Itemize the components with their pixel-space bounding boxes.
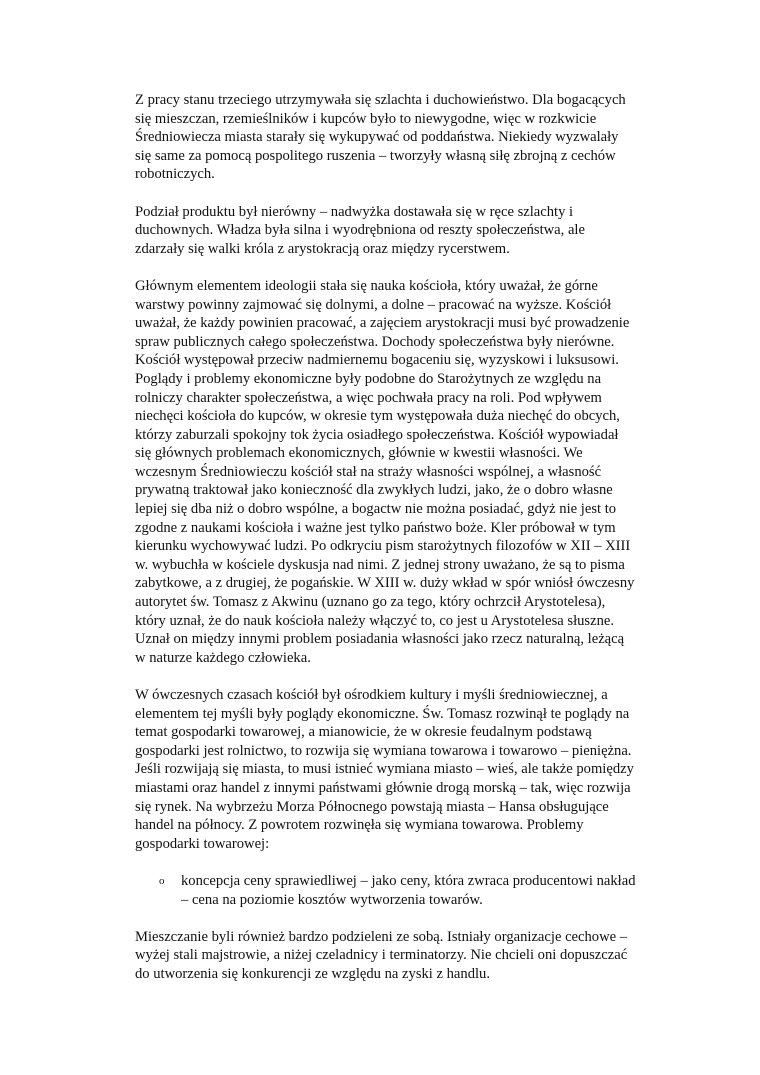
- paragraph-church-ideology: Głównym elementem ideologii stała się nauka kościoła, który uważał, że górne warstwy powinny zajmować się dolnymi, a dolne – pracować na wyższe. Kościół uważał, że każdy powinien pracować, a zajęciem arystokracji musi być prowadzenie spraw publicznych całego społeczeństwa. Dochody społeczeństwa były nierówne. Kościół występował przeciw nadmiernemu bogaceniu się, wyzyskowi i luksusowi. Poglądy i problemy ekonomiczne były podobne do Starożytnych ze względu na rolniczy charakter społeczeństwa, a więc pochwała pracy na roli. Pod wpływem niechęci kościoła do kupców, w okresie tym występowała duża niechęć do obcych, którzy zaburzali spokojny tok życia osiadłego społeczeństwa. Kościół wypowiadał się głównych problemach ekonomicznych, głównie w kwestii własności. We wczesnym Średniowieczu kościół stał na straży własności wspólnej, a własność prywatną traktował jako konieczność dla zwykłych ludzi, jako, że o dobro własne lepiej się dba niż o dobro wspólne, a bogactw nie można posiadać, gdyż nie jest to zgodne z naukami kościoła i ważne jest tylko państwo boże. Kler próbował w tym kierunku wychowywać ludzi. Po odkryciu pism starożytnych filozofów w XII – XIII w. wybuchła w kościele dyskusja nad nimi. Z jednej strony uważano, że są to pisma zabytkowe, a z drugiej, że pogańskie. W XIII w. duży wkład w spór wniósł ówczesny autorytet św. Tomasz z Akwinu (uznano go za tego, który ochrzcił Arystotelesa), który uznał, że do nauk kościoła należy włączyć to, co jest u Arystotelesa słuszne. Uznał on między innymi problem posiadania własności jako rzecz naturalną, leżącą w naturze każdego człowieka.: [135, 277, 635, 666]
- paragraph-commodity-economy: W ówczesnych czasach kościół był ośrodkiem kultury i myśli średniowiecznej, a elementem tej myśli były poglądy ekonomiczne. Św. Tomasz rozwinął te poglądy na temat gospodarki towarowej, a mianowicie, że w okresie feudalnym podstawą gospodarki jest rolnictwo, to rozwija się wymiana towarowa i towarowo – pieniężna. Jeśli rozwijają się miasta, to musi istnieć wymiana miasto – wieś, ale także pomiędzy miastami oraz handel z innymi państwami głównie drogą morską – tak, więc rozwija się rynek. Na wybrzeżu Morza Północnego powstają miasta – Hansa obsługujące handel na północy. Z powrotem rozwinęła się wymiana towarowa. Problemy gospodarki towarowej:: [135, 687, 634, 852]
- document-page: [135, 91, 638, 984]
- list-item-text: koncepcja ceny sprawiedliwej – jako ceny, która zwraca producentowi nakład – cena na poziomie kosztów wytworzenia towarów.: [181, 872, 636, 908]
- bullet-list: [135, 872, 638, 909]
- paragraph-third-estate: Z pracy stanu trzeciego utrzymywała się szlachta i duchowieństwo. Dla bogacących się mieszczan, rzemieślników i kupców było to niewygodne, więc w rozkwicie Średniowiecza miasta starały się wykupywać od poddaństwa. Niekiedy wyzwalały się same za pomocą pospolitego ruszenia – tworzyły własną siłę zbrojną z cechów robotniczych.: [135, 92, 626, 183]
- paragraph-product-division: Podział produktu był nierówny – nadwyżka dostawała się w ręce szlachty i duchownych. Władza była silna i wyodrębniona od reszty społeczeństwa, ale zdarzały się walki króla z arystokracją oraz między rycerstwem.: [135, 203, 585, 257]
- paragraph-burghers: Mieszczanie byli również bardzo podzieleni ze sobą. Istniały organizacje cechowe – wyżej stali majstrowie, a niżej czeladnicy i terminatorzy. Nie chcieli oni dopuszczać do utworzenia się konkurencji ze względu na zyski z handlu.: [135, 928, 628, 982]
- list-item: [159, 872, 638, 909]
- bullet-marker: o: [159, 874, 165, 887]
